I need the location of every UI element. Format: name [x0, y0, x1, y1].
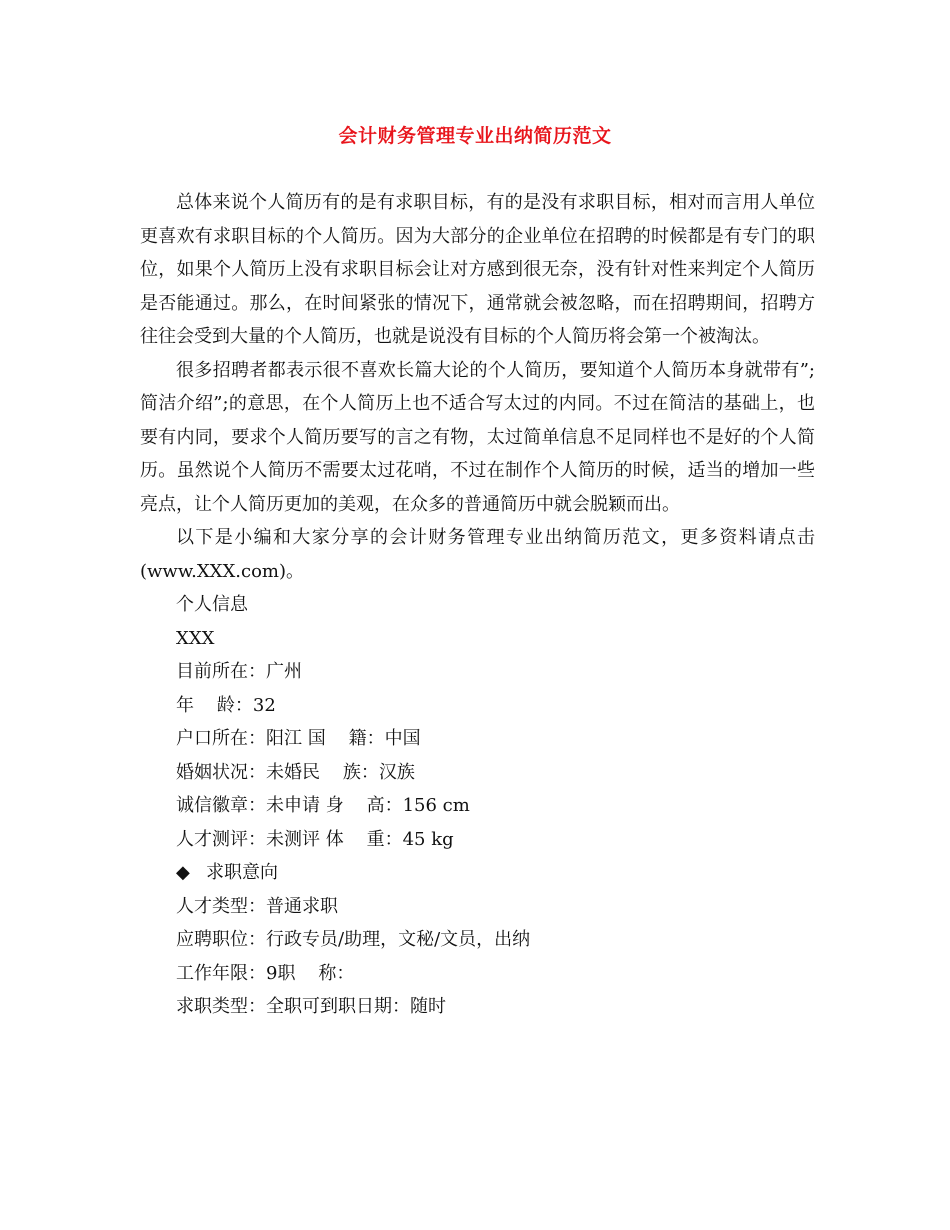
job-intention-heading: [140, 856, 815, 890]
position-field: 应聘职位：行政专员/助理，文秘/文员，出纳: [176, 929, 531, 950]
talent-type-field: 人才类型：普通求职: [176, 895, 338, 917]
name-field: XXX: [176, 627, 215, 649]
lead-in-paragraph: 以下是小编和大家分享的会计财务管理专业出纳简历范文，更多资料请点击(www.XXX.com)。: [140, 527, 815, 582]
location-field: 目前所在：广州: [176, 661, 302, 682]
age-field: 年 龄：32: [176, 694, 276, 716]
intro-paragraph: 总体来说个人简历有的是有求职目标，有的是没有求职目标，相对而言用人单位更喜欢有求职目标的个人简历。因为大部分的企业单位在招聘的时候都是有专门的职位，如果个人简历上没有求职目标会让对方感到很无奈，没有针对性来判定个人简历是否能通过。那么，在时间紧张的情况下，通常就会被忽略，而在招聘期间，招聘方往往会受到大量的个人简历，也就是说没有目标的个人简历将会第一个被淘汰。: [140, 192, 815, 347]
marital-ethnicity-field: 婚姻状况：未婚民 族：汉族: [176, 761, 415, 783]
personal-info-heading: 个人信息: [176, 594, 248, 615]
years-title-field: 工作年限：9职 称：: [176, 962, 355, 984]
advice-paragraph: 很多招聘者都表示很不喜欢长篇大论的个人简历，要知道个人简历本身就带有”;简洁介绍”;的意思，在个人简历上也不适合写太过的内同。不过在简洁的基础上，也要有内同，要求个人简历要写的言之有物，太过简单信息不足同样也不是好的个人简历。虽然说个人简历不需要太过花哨，不过在制作个人简历的时候，适当的增加一些亮点，让个人简历更加的美观，在众多的普通简历中就会脱颖而出。: [140, 359, 815, 515]
job-intention-heading-text: 求职意向: [206, 862, 278, 883]
job-type-date-field: 求职类型：全职可到职日期：随时: [176, 996, 446, 1017]
diamond-bullet-icon: ◆: [176, 862, 190, 883]
document-title: 会计财务管理专业出纳简历范文: [338, 125, 612, 147]
hukou-nationality-field: 户口所在：阳江 国 籍：中国: [176, 728, 421, 749]
credit-height-field: 诚信徽章：未申请 身 高：156 cm: [176, 795, 470, 816]
document-body: [140, 186, 815, 1024]
assessment-weight-field: 人才测评：未测评 体 重：45 kg: [176, 828, 454, 850]
